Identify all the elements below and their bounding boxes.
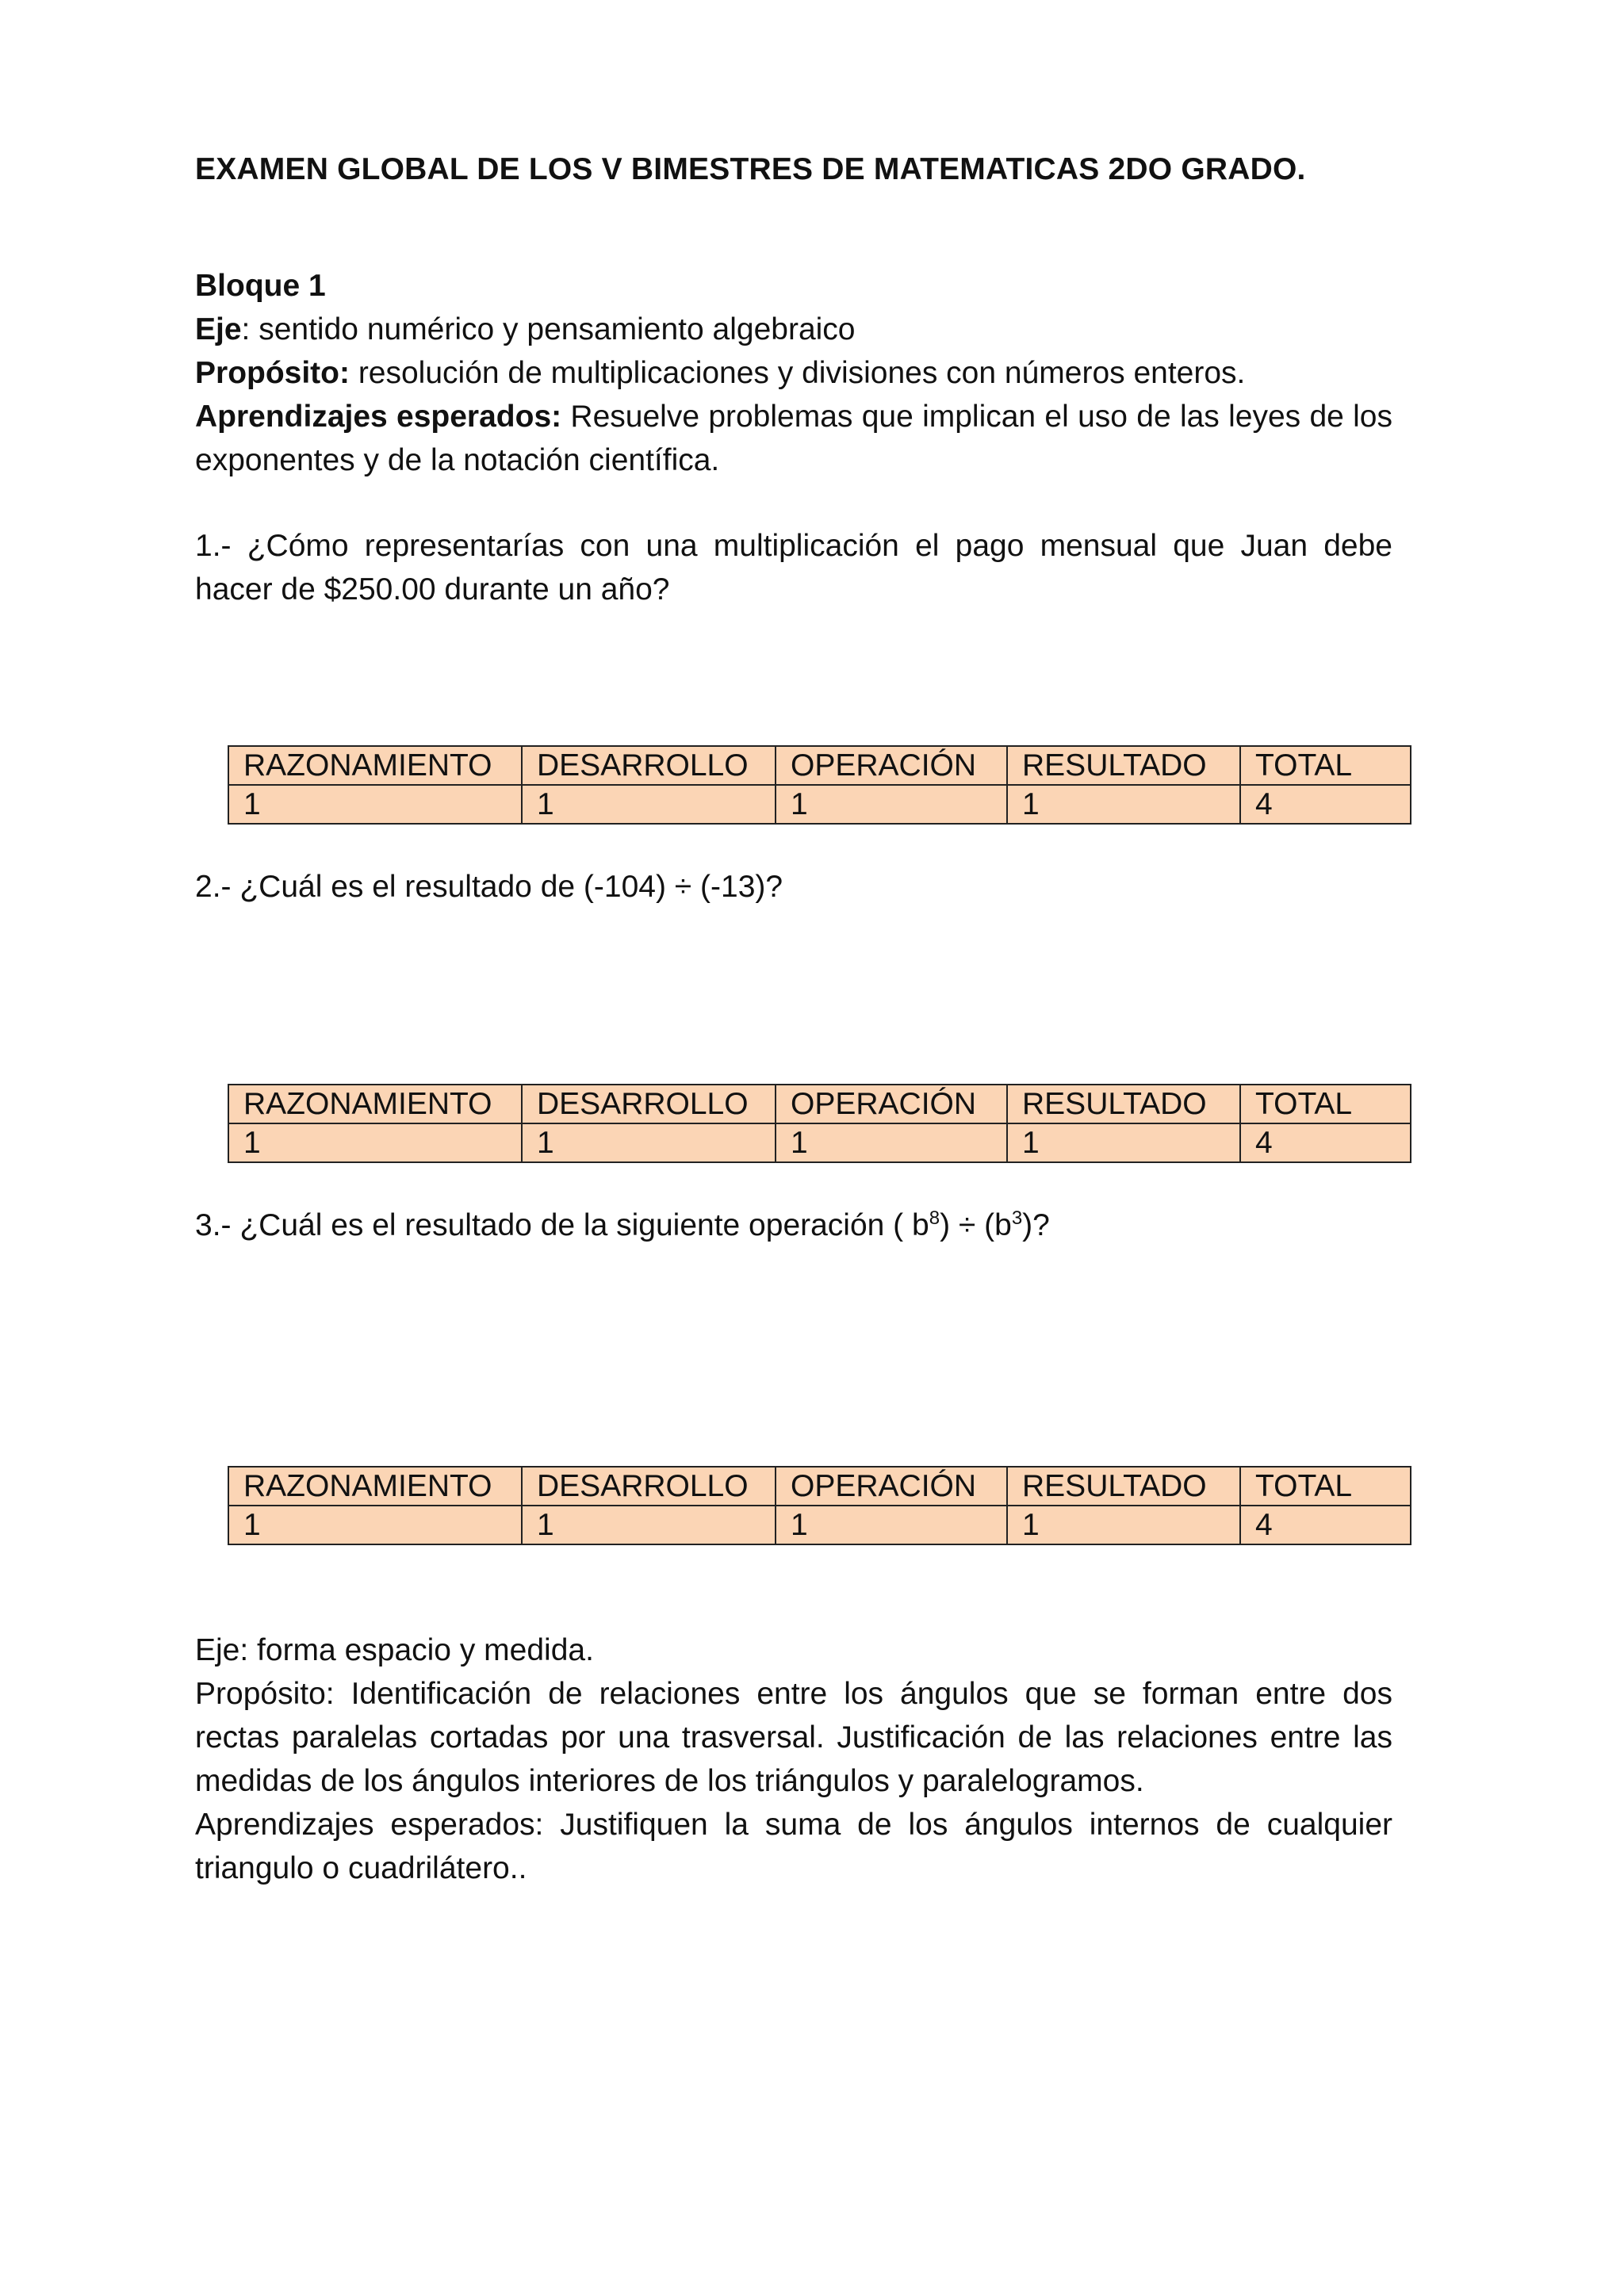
rubric-header-cell: RAZONAMIENTO — [228, 1467, 522, 1506]
rubric-value-cell: 1 — [522, 785, 776, 824]
rubric-header-cell: TOTAL — [1240, 1085, 1411, 1123]
rubric-header-cell: OPERACIÓN — [776, 1085, 1007, 1123]
rubric-header-row — [228, 1467, 1411, 1506]
question-2-text: 2.- ¿Cuál es el resultado de (-104) ÷ (-13)? — [195, 870, 783, 904]
question-2 — [195, 865, 1392, 909]
rubric-header-cell: TOTAL — [1240, 746, 1411, 785]
rubric-header-cell: OPERACIÓN — [776, 1467, 1007, 1506]
aprendizajes-label: Aprendizajes esperados: — [195, 400, 562, 434]
rubric-table-3 — [228, 1466, 1411, 1545]
rubric-header-cell: RAZONAMIENTO — [228, 746, 522, 785]
rubric-header-cell: RESULTADO — [1007, 1467, 1240, 1506]
q3-exponent-1: 8 — [929, 1207, 940, 1229]
rubric-header-cell: RAZONAMIENTO — [228, 1085, 522, 1123]
rubric-value-cell: 1 — [1007, 785, 1240, 824]
question-3-text — [195, 1203, 1392, 1247]
rubric-value-row — [228, 785, 1411, 824]
rubric-value-cell: 1 — [1007, 1123, 1240, 1162]
block2-proposito: Propósito: Identificación de relaciones entre los ángulos que se forman entre dos rectas paralelas cortadas por una trasversal. Justificación de las relaciones entre las medidas de los ángulos interiores de los triángulos y paralelogramos. — [195, 1677, 1392, 1798]
rubric-value-cell: 1 — [522, 1123, 776, 1162]
block1-heading: Bloque 1 — [195, 269, 326, 303]
rubric-value-cell: 1 — [228, 1123, 522, 1162]
exam-title: EXAMEN GLOBAL DE LOS V BIMESTRES DE MATEMATICAS 2DO GRADO. — [195, 152, 1306, 186]
question-1-text: 1.- ¿Cómo representarías con una multiplicación el pago mensual que Juan debe hacer de $250.00 durante un año? — [195, 529, 1392, 607]
rubric-value-row — [228, 1123, 1411, 1162]
q3-after: )? — [1022, 1208, 1050, 1242]
block1-aprendizajes — [195, 395, 1392, 482]
rubric-table-2 — [228, 1084, 1411, 1163]
rubric-value-cell: 1 — [228, 785, 522, 824]
q3-middle: ) ÷ (b — [940, 1208, 1012, 1242]
question-1 — [195, 524, 1392, 611]
proposito-label: Propósito: — [195, 356, 350, 390]
rubric-value-cell: 4 — [1240, 785, 1411, 824]
block2-aprendizajes: Aprendizajes esperados: Justifiquen la suma de los ángulos internos de cualquier triangulo o cuadrilátero.. — [195, 1808, 1392, 1885]
proposito-text: resolución de multiplicaciones y divisiones con números enteros. — [349, 356, 1246, 390]
block1-header — [195, 264, 1392, 482]
rubric-header-cell: TOTAL — [1240, 1467, 1411, 1506]
aprendizajes-text: Resuelve problemas que implican el uso de las leyes de los exponentes y de la notación científica. — [195, 400, 1392, 477]
rubric-value-cell: 4 — [1240, 1123, 1411, 1162]
rubric-value-cell: 1 — [522, 1506, 776, 1544]
rubric-value-cell: 1 — [776, 785, 1007, 824]
rubric-value-cell: 1 — [1007, 1506, 1240, 1544]
rubric-header-cell: DESARROLLO — [522, 1467, 776, 1506]
rubric-header-cell: OPERACIÓN — [776, 746, 1007, 785]
rubric-table-1 — [228, 745, 1411, 825]
rubric-value-cell: 1 — [776, 1506, 1007, 1544]
rubric-value-cell: 4 — [1240, 1506, 1411, 1544]
rubric-header-row — [228, 1085, 1411, 1123]
rubric-header-cell: RESULTADO — [1007, 1085, 1240, 1123]
eje-text: : sentido numérico y pensamiento algebraico — [241, 312, 856, 346]
rubric-header-cell: RESULTADO — [1007, 746, 1240, 785]
rubric-value-cell: 1 — [228, 1506, 522, 1544]
rubric-value-row — [228, 1506, 1411, 1544]
block1-proposito — [195, 351, 1392, 395]
block2-eje: Eje: forma espacio y medida. — [195, 1633, 594, 1667]
rubric-header-cell: DESARROLLO — [522, 1085, 776, 1123]
rubric-value-cell: 1 — [776, 1123, 1007, 1162]
rubric-header-row — [228, 746, 1411, 785]
eje-label: Eje — [195, 312, 242, 346]
question-3 — [195, 1203, 1392, 1247]
block1-eje — [195, 308, 1392, 351]
q3-exponent-2: 3 — [1011, 1207, 1023, 1229]
q3-before: 3.- ¿Cuál es el resultado de la siguiente operación ( b — [195, 1208, 929, 1242]
rubric-header-cell: DESARROLLO — [522, 746, 776, 785]
block2-header — [195, 1628, 1392, 1890]
